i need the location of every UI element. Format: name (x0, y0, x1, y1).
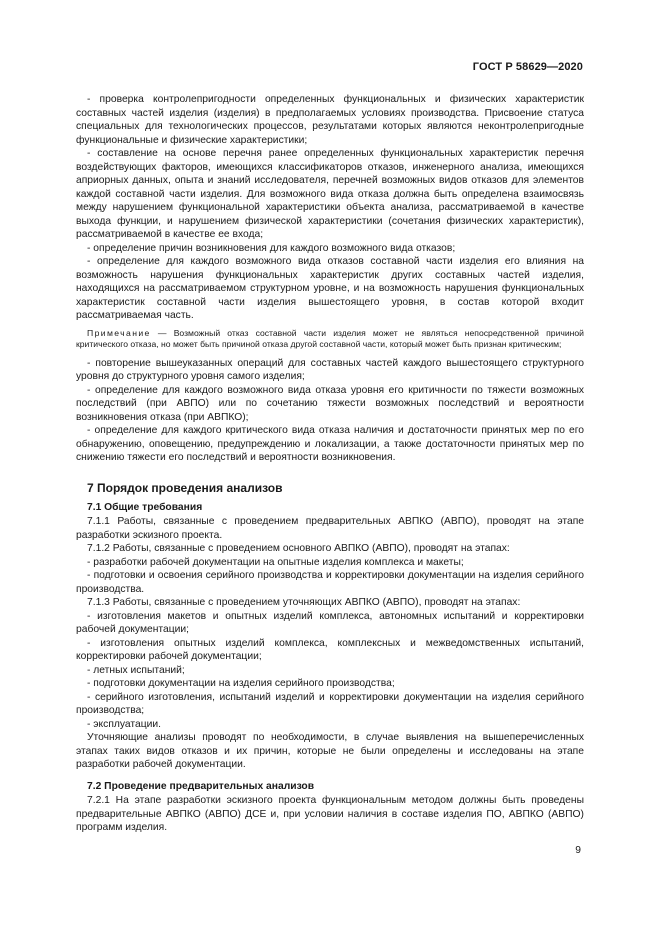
list-item: - проверка контролепригодности определенных функциональных и физических характеристик составных частей изделия (изделия) в предполагаемых условиях производства. Присвоение статуса специальных для технологических процессов, результатами которых являются неконтролепригодные функциональные и физические характеристики; (76, 94, 584, 146)
note-text: — Возможный отказ составной части изделия может не являться непосредственной причиной критического отказа, но может быть причиной отказа другой составной части, который может быть признан критическим; (76, 327, 584, 350)
page-number: 9 (575, 845, 581, 856)
list-item: - определение причин возникновения для каждого возможного вида отказов; (87, 242, 456, 254)
list-item: - подготовки и освоения серийного производства и корректировки документации на изделия серийного производства. (76, 570, 584, 595)
subsection-title: 7.1 Общие требования (87, 501, 203, 513)
list-item: - составление на основе перечня ранее определенных функциональных характеристик перечня воздействующих факторов, имеющихся классификаторов отказов, инженерного анализа, имеющихся априорных данных, опыта и знаний исследователя, перечней возможных видов отказов для элементов каждой составной части изделия. Для возможного вида отказа должна быть определена взаимосвязь между нарушением функциональной характеристики объекта анализа, рассматриваемой в качестве выхода функции, и нарушением физической характеристики (сочетания физических характеристик), рассматриваемой в качестве ее входа; (76, 148, 584, 240)
note (76, 328, 584, 351)
list-item: - изготовления макетов и опытных изделий комплекса, автономных испытаний и корректировки рабочей документации; (76, 610, 584, 636)
section-title: 7 Порядок проведения анализов (87, 480, 283, 495)
list-item: - серийного изготовления, испытаний изделий и корректировки документации на изделия серийного производства; (76, 691, 584, 717)
paragraph: 7.1.1 Работы, связанные с проведением предварительных АВПКО (АВПО), проводят на этапе разработки эскизного проекта. (76, 516, 584, 541)
list-item: - эксплуатации. (87, 718, 162, 730)
list-item: - изготовления опытных изделий комплекса, комплексных и межведомственных испытаний, корректировки рабочей документации; (76, 637, 584, 663)
list-item: - повторение вышеуказанных операций для составных частей каждого вышестоящего структурного уровня до структурного уровня самого изделия; (76, 357, 584, 383)
paragraph: 7.1.2 Работы, связанные с проведением основного АВПКО (АВПО), проводят на этапах: (87, 543, 510, 555)
page-body (76, 93, 584, 835)
list-item: - подготовки документации на изделия серийного производства; (87, 678, 395, 690)
paragraph: 7.1.3 Работы, связанные с проведением уточняющих АВПКО (АВПО), проводят на этапах: (87, 597, 521, 609)
note-label: Примечание (87, 327, 151, 338)
list-item: - летных испытаний; (87, 664, 185, 676)
list-item: - определение для каждого возможного вида отказа уровня его критичности по тяжести возможных последствий (при АВПО) или по сочетанию тяжести возможных последствий и вероятности возникновения отказа (при АВПКО); (76, 384, 584, 423)
list-item: - определение для каждого возможного вида отказов составной части изделия его влияния на возможность нарушения функциональных характеристик других составных частей изделия, находящихся на рассматриваемом структурном уровне, и на возможность нарушения функциональных характеристик составной части изделия вышестоящего уровня, в состав которой входит рассматриваемая часть. (76, 256, 584, 321)
list-item: - определение для каждого критического вида отказа наличия и достаточности принятых мер по его обнаружению, оповещению, предупреждению и локализации, а также достаточности принятых мер по снижению тяжести его последствий и вероятности возникновения. (76, 425, 584, 464)
paragraph: Уточняющие анализы проводят по необходимости, в случае выявления на вышеперечисленных этапах таких видов отказов и их причин, которые не были определены и исследованы на этапе разработки рабочей документации. (76, 732, 584, 771)
subsection-title: 7.2 Проведение предварительных анализов (87, 780, 315, 792)
list-item: - разработки рабочей документации на опытные изделия комплекса и макеты; (87, 556, 464, 568)
paragraph: 7.2.1 На этапе разработки эскизного проекта функциональным методом должны быть проведены предварительные АВПКО (АВПО) ДСЕ и, при условии наличия в составе изделия ПО, АВПКО (АВПО) программ изделия. (76, 795, 584, 834)
document-code: ГОСТ Р 58629—2020 (472, 61, 583, 73)
